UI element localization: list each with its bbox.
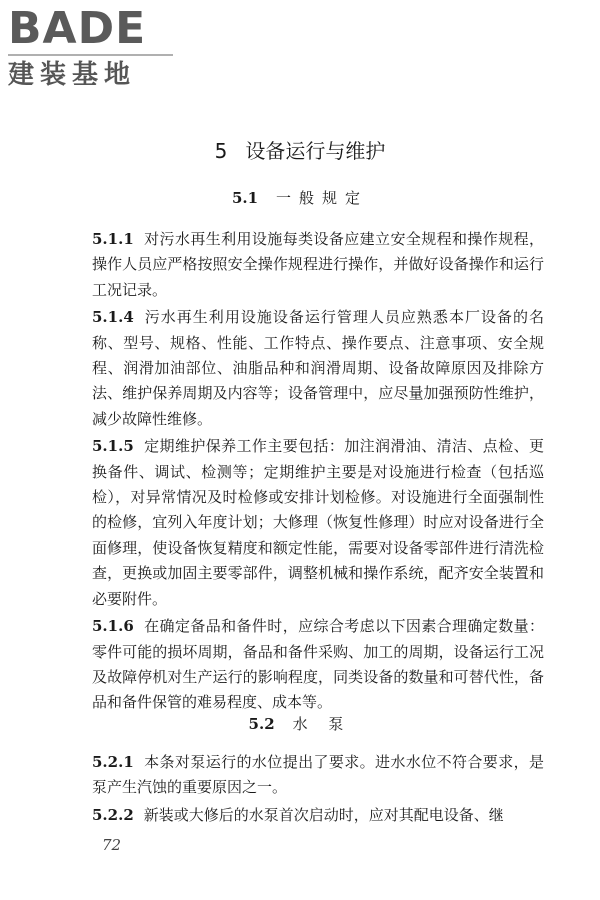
section-title: 水 泵 [292, 715, 352, 733]
clause-number: 5.1.1 [92, 230, 134, 248]
chapter-title: 设备运行与维护 [245, 139, 386, 163]
clause-number: 5.1.5 [92, 437, 134, 456]
clause-paragraph [92, 803, 544, 828]
clause-paragraph [92, 614, 544, 716]
clause-text: 定期维护保养工作主要包括：加注润滑油、清洁、点检、更换备件、调试、检测等；定期维护主要是对设施进行检查（包括巡检），对异常情况及时检修或安排计划检修。对设施进行全面强制性的检修，宜列入年度计划；大修理（恢复性修理）时应对设备进行全面修理，使设备恢复精度和额定性能，需要对设备零部件进行清洗检查，更换或加固主要零部件，调整机械和操作系统，配齐安全装置和必要附件。 [92, 437, 544, 608]
section-5-2-body [92, 750, 544, 830]
section-heading [0, 713, 600, 735]
clause-text: 对污水再生利用设施每类设备应建立安全规程和操作规程，操作人员应严格按照安全操作规程进行操作，并做好设备操作和运行工况记录。 [92, 230, 544, 299]
clause-text: 在确定备品和备件时，应综合考虑以下因素合理确定数量：零件可能的损坏周期，备品和备件采购、加工的周期，设备运行工况及故障停机对生产运行的影响程度，同类设备的数量和可替代性，备品和备件保管的难易程度、成本等。 [92, 617, 544, 712]
chapter-number: 5 [214, 139, 228, 163]
logo-subtitle: 建装基地 [8, 60, 137, 90]
section-heading [0, 187, 600, 209]
clause-paragraph [92, 305, 544, 432]
clause-paragraph [92, 227, 544, 303]
section-title: 一般规定 [276, 189, 369, 207]
section-number: 5.1 [231, 189, 259, 207]
clause-paragraph [92, 750, 544, 801]
clause-paragraph [92, 434, 544, 612]
logo-divider [8, 54, 173, 56]
clause-text: 本条对泵运行的水位提出了要求。进水水位不符合要求，是泵产生汽蚀的重要原因之一。 [92, 753, 544, 797]
page-number: 72 [102, 836, 122, 854]
clause-number: 5.2.1 [92, 753, 134, 771]
section-5-1-body [92, 227, 544, 718]
clause-text: 新装或大修后的水泵首次启动时，应对其配电设备、继 [143, 805, 504, 824]
logo [8, 3, 178, 90]
clause-number: 5.2.2 [92, 805, 134, 824]
clause-text: 污水再生利用设施设备运行管理人员应熟悉本厂设备的名称、型号、规格、性能、工作特点、操作要点、注意事项、安全规程、润滑加油部位、油脂品种和润滑周期、设备故障原因及排除方法、维护保养周期及内容等；设备管理中，应尽量加强预防性维护，减少故障性维修。 [92, 308, 544, 428]
clause-number: 5.1.4 [92, 308, 134, 327]
section-number: 5.2 [248, 715, 275, 733]
clause-number: 5.1.6 [92, 617, 134, 636]
chapter-heading [0, 137, 600, 165]
logo-wordmark: BADE [8, 3, 147, 54]
